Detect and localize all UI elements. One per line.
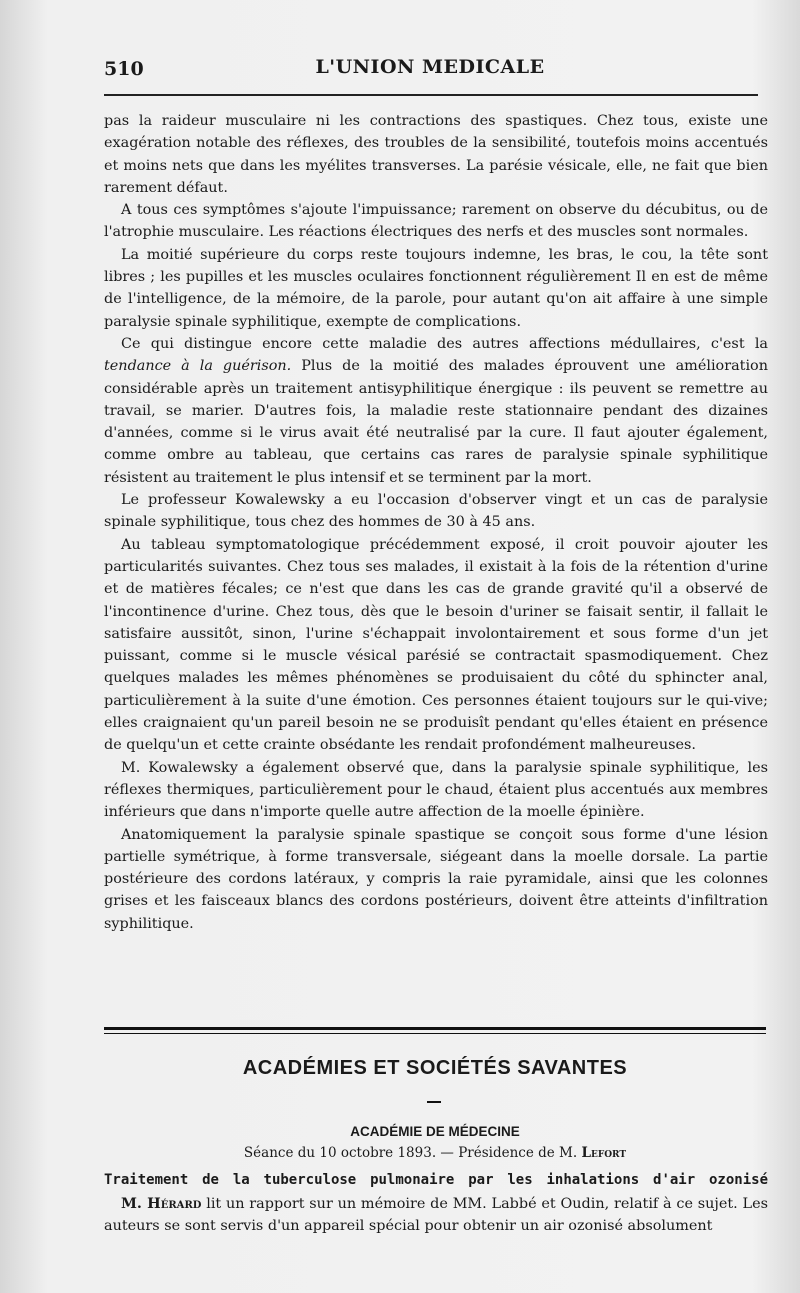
article-paragraph-text: lit un rapport sur un mémoire de MM. Labbé et Oudin, relatif à ce sujet. Les auteurs se sont servis d'un appareil spécial pour obtenir un air ozonisé absolument — [104, 1196, 768, 1235]
paragraph-5: Le professeur Kowalewsky a eu l'occasion d'observer vingt et un cas de paralysie spinale syphilitique, tous chez des hommes de 30 à 45 ans. — [104, 492, 768, 531]
running-title: L'UNION MEDICALE — [315, 56, 545, 78]
section-title: ACADÉMIES ET SOCIÉTÉS SAVANTES — [242, 1057, 628, 1079]
page-header — [104, 52, 756, 82]
paragraph-1: pas la raideur musculaire ni les contractions des spastiques. Chez tous, existe une exagération notable des réflexes, des troubles de la sensibilité, toutefois moins accentués et moins nets que dans les myélites transverses. La parésie vésicale, elle, ne fait que bien rarement défaut. — [104, 113, 768, 196]
paragraph-4 — [104, 333, 768, 489]
paragraph-4-start: Ce qui distingue encore cette maladie des autres affections médullaires, c'est la — [121, 335, 768, 352]
paragraph-2: A tous ces symptômes s'ajoute l'impuissance; rarement on observe du décubitus, ou de l'atrophie musculaire. Les réactions électriques des nerfs et des muscles sont normales. — [104, 202, 768, 241]
paragraph-6: Au tableau symptomatologique précédemment exposé, il croit pouvoir ajouter les particularités suivantes. Chez tous ses malades, il existait à la fois de la rétention d'urine et de matières fécales; ce n'est que dans les cas de grande gravité qu'il a observé de l'incontinence d'urine. Chez tous, dès que le besoin d'uriner se faisait sentir, il fallait le satisfaire aussitôt, sinon, l'urine s'échappait involontairement et sous forme d'un jet puissant, comme si le muscle vésical parésié se contractait spasmodiquement. Chez quelques malades les mêmes phénomènes se produisaient du côté du sphincter anal, particulièrement à la suite d'une émotion. Ces personnes étaient toujours sur le qui-vive; elles craignaient qu'un pareil besoin ne se produisît pendant qu'elles étaient en présence de quelqu'un et cette crainte obsédante les rendait profondément malheureuses. — [104, 536, 768, 754]
paragraph-4-emphasis: tendance à la guérison. — [104, 358, 292, 375]
article-paragraph — [104, 1193, 768, 1238]
page-number: 510 — [104, 58, 144, 80]
article-body — [104, 110, 768, 935]
session-date: Séance du 10 octobre 1893. — Présidence de M. — [243, 1145, 582, 1161]
paragraph-7: M. Kowalewsky a également observé que, dans la paralysie spinale syphilitique, les réflexes thermiques, particulièrement pour le chaud, étaient plus accentués aux membres inférieurs que dans n'importe quelle autre affection de la moelle épinière. — [104, 759, 768, 821]
session-line — [104, 1145, 766, 1161]
header-rule — [104, 94, 758, 96]
paragraph-3: La moitié supérieure du corps reste toujours indemne, les bras, le cou, la tête sont libres ; les pupilles et les muscles oculaires fonctionnent régulièrement Il en est de même de l'intelligence, de la mémoire, de la parole, pour autant qu'on ait affaire à une simple paralysie spinale syphilitique, exempte de complications. — [104, 246, 768, 330]
subsection-title: ACADÉMIE DE MÉDECINE — [350, 1124, 520, 1139]
paragraph-4-end: Plus de la moitié des malades éprouvent une amélioration considérable après un traitement antisyphilitique énergique : ils peuvent se remettre au travail, se marier. D'autres fois, la maladie reste stationnaire pendant des dizaines d'années, comme si le virus avait été neutralisé par la cure. Il faut ajouter également, comme ombre au tableau, que certains cas rares de paralysie spinale syphilitique résistent au traitement le plus intensif et se terminent par la mort. — [104, 358, 768, 486]
section-rule-thin — [104, 1033, 766, 1034]
article-text — [104, 1193, 768, 1238]
section-rule-thick — [104, 1027, 766, 1030]
session-president: Lefort — [581, 1145, 627, 1161]
article-title: Traitement de la tuberculose pulmonaire par les inhalations d'air ozonisé — [104, 1172, 768, 1188]
title-dash — [427, 1101, 441, 1103]
paragraph-8: Anatomiquement la paralysie spinale spastique se conçoit sous forme d'une lésion partielle symétrique, à forme transversale, siégeant dans la moelle dorsale. La partie postérieure des cordons latéraux, y compris la raie pyramidale, ainsi que les colonnes grises et les faisceaux blancs des cordons postérieurs, doivent être atteints d'infiltration syphilitique. — [104, 826, 768, 932]
article-author: M. Hérard — [121, 1195, 202, 1212]
